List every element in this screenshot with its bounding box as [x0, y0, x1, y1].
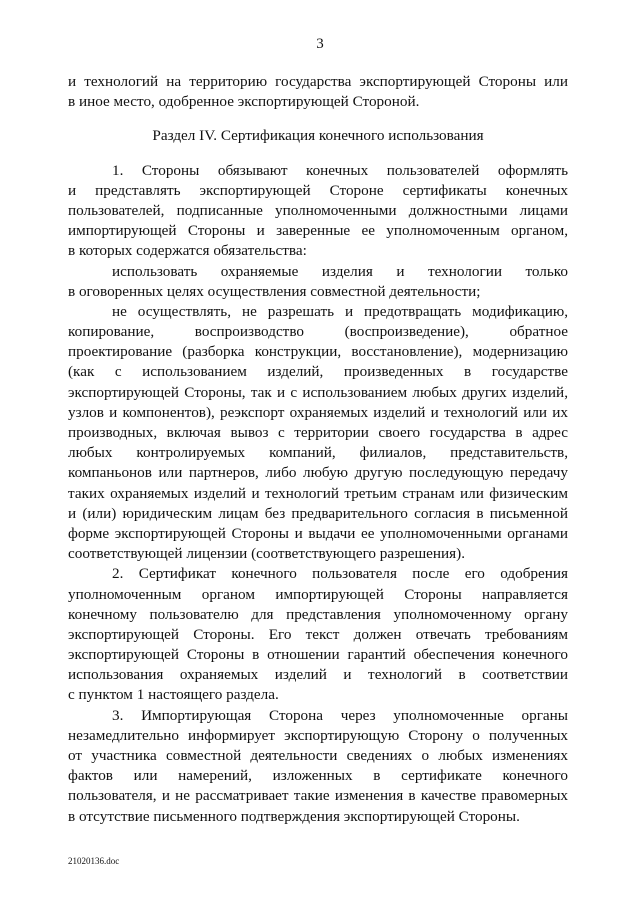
- text-line: таких охраняемых изделий и технологий третьим странам или физическим: [68, 484, 568, 502]
- text-line: узлов и компонентов), реэкспорт охраняемых изделий и технологий или их: [68, 403, 568, 421]
- text-line: компаньонов или партнеров, либо любую другую последующую передачу: [68, 464, 568, 482]
- text-line: и технологий на территорию государства экспортирующей Стороны или: [68, 73, 568, 90]
- text-line: любых контролируемых компаний, филиалов, представительств,: [68, 444, 568, 462]
- text-line: экспортирующей Стороны, так и с использованием любых других изделий,: [68, 383, 568, 401]
- text-line: соответствующей лицензии (соответствующего разрешения).: [68, 545, 466, 563]
- text-line: 3. Импортирующая Сторона через уполномоченные органы: [112, 706, 568, 724]
- text-line: 1. Стороны обязывают конечных пользователей оформлять: [112, 161, 568, 179]
- text-line: от участника совместной деятельности сведениях о любых изменениях: [68, 747, 568, 764]
- paragraph-3: [68, 706, 568, 827]
- text-line: использования охраняемых изделий и технологий в соответствии: [68, 666, 568, 684]
- text-line: в оговоренных целях осуществления совместной деятельности;: [68, 282, 481, 300]
- text-line: использовать охраняемые изделия и технологии только: [112, 262, 568, 280]
- text-line: с пунктом 1 настоящего раздела.: [68, 686, 279, 704]
- paragraph-2: [68, 564, 568, 705]
- text-line: не осуществлять, не разрешать и предотвращать модификацию,: [112, 302, 568, 320]
- text-line: экспортирующей Стороны в отношении гарантий обеспечения конечного: [68, 646, 568, 664]
- text-line: в иное место, одобренное экспортирующей Стороной.: [68, 93, 420, 111]
- text-line: импортирующей Стороны и заверенные ее уполномоченным органом,: [68, 222, 568, 240]
- text-line: уполномоченным органом импортирующей Стороны направляется: [68, 585, 568, 603]
- text-line: фактов или намерений, изложенных в сертификате конечного: [68, 767, 568, 785]
- obligation-1: [68, 262, 568, 302]
- text-line: копирование, воспроизводство (воспроизведение), обратное: [68, 323, 568, 341]
- text-line: 2. Сертификат конечного пользователя после его одобрения: [112, 565, 568, 583]
- text-line: форме экспортирующей Стороны и выдачи ее уполномоченными органами: [68, 524, 568, 542]
- paragraph-1: [68, 161, 568, 262]
- text-line: (как с использованием изделий, произведенных в государстве: [68, 363, 568, 381]
- text-line: и (или) юридическим лицам без предварительного согласия в письменной: [68, 504, 568, 522]
- text-line: производных, включая вывоз с территории своего государства в адрес: [68, 424, 568, 441]
- text-line: экспортирующей Стороны. Его текст должен отвечать требованиям: [68, 625, 568, 643]
- intro-paragraph: [68, 72, 568, 112]
- obligation-2: [68, 302, 568, 564]
- text-line: в которых содержатся обязательства:: [68, 242, 307, 260]
- text-line: пользователя, и не рассматривает такие изменения в качестве правомерных: [68, 787, 568, 805]
- text-line: проектирование (разборка конструкции, восстановление), модернизацию: [68, 343, 568, 361]
- text-line: незамедлительно информирует экспортирующую Сторону о полученных: [68, 726, 568, 744]
- section-heading: Раздел IV. Сертификация конечного использования: [152, 127, 484, 145]
- text-line: и представлять экспортирующей Стороне сертификаты конечных: [68, 181, 568, 199]
- document-filename: 21020136.doc: [68, 856, 120, 866]
- text-line: в отсутствие письменного подтверждения экспортирующей Стороны.: [68, 807, 520, 825]
- page-number: 3: [316, 36, 324, 52]
- text-line: конечному пользователю для представления уполномоченному органу: [68, 605, 568, 623]
- document-body: [68, 72, 568, 827]
- text-line: пользователей, подписанные уполномоченными должностными лицами: [68, 201, 568, 219]
